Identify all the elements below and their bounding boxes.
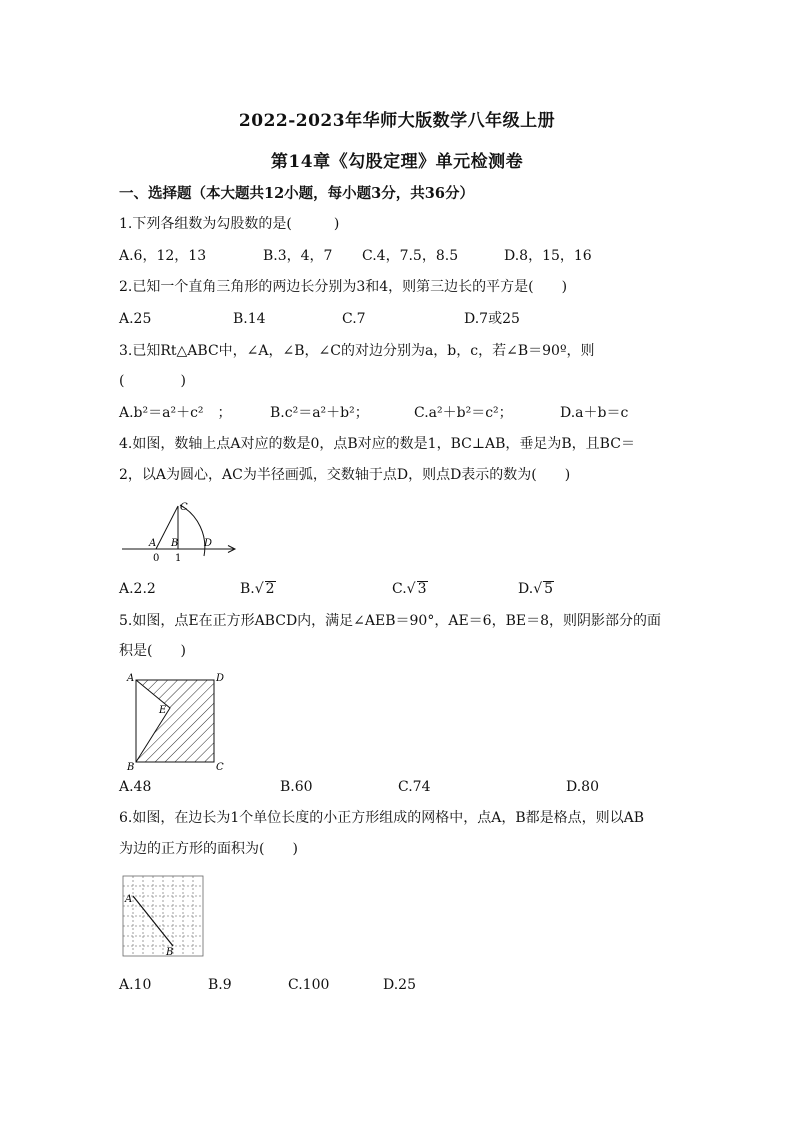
segment-ab <box>133 896 173 946</box>
sqrt-sign: √ <box>254 581 264 597</box>
q3-option-a: A.b²＝a²＋c² ； <box>119 405 232 421</box>
label-b: B <box>166 947 174 958</box>
q2-option-a: A.25 <box>119 311 152 327</box>
label-d: D <box>204 538 213 549</box>
q5-option-d: D.80 <box>566 779 599 795</box>
q4-option-d-radicand: 5 <box>544 581 554 597</box>
q4-option-b-letter: B. <box>240 581 255 597</box>
label-b: B <box>171 538 179 549</box>
question-4-stem: 4.如图，数轴上点A对应的数是0，点B对应的数是1，BC⊥AB，垂足为B，且BC＝ <box>119 436 635 452</box>
square-figure <box>118 670 230 774</box>
grid-figure <box>118 872 204 960</box>
section-heading: 一、选择题（本大题共12小题，每小题3分，共36分） <box>119 185 474 202</box>
question-5-stem-cont: 积是( ) <box>119 643 186 659</box>
q3-option-d: D.a＋b＝c <box>560 405 629 421</box>
q1-option-a: A.6，12，13 <box>119 248 207 264</box>
q5-option-b: B.60 <box>280 779 313 795</box>
label-a: A <box>127 673 135 684</box>
tick-label-1: 1 <box>175 553 182 564</box>
shaded-region <box>136 680 214 762</box>
question-6-stem-cont: 为边的正方形的面积为( ) <box>119 841 298 857</box>
chapter-title: 第14章《勾股定理》单元检测卷 <box>270 152 524 172</box>
q2-option-d: D.7或25 <box>464 311 520 327</box>
q5-option-c: C.74 <box>398 779 431 795</box>
question-1-stem: 1.下列各组数为勾股数的是( ) <box>119 216 340 232</box>
q1-option-d: D.8，15，16 <box>504 248 592 264</box>
sqrt-sign: √ <box>406 581 416 597</box>
q5-option-a: A.48 <box>119 779 152 795</box>
q4-option-c-letter: C. <box>392 581 407 597</box>
grid-lines <box>123 876 203 956</box>
label-b: B <box>127 762 135 773</box>
q2-option-c: C.7 <box>342 311 366 327</box>
question-3-stem-cont: ( ) <box>119 373 186 389</box>
sqrt-sign: √ <box>533 581 543 597</box>
label-c: C <box>216 762 224 773</box>
label-a: A <box>149 538 157 549</box>
q6-option-d: D.25 <box>383 977 416 993</box>
question-4-stem-cont: 2，以A为圆心，AC为半径画弧，交数轴于点D，则点D表示的数为( ) <box>119 467 571 483</box>
label-c: C <box>180 502 188 513</box>
q6-option-b: B.9 <box>208 977 232 993</box>
q3-option-b: B.c²＝a²＋b²； <box>270 405 369 421</box>
q2-option-b: B.14 <box>233 311 266 327</box>
question-5-stem: 5.如图，点E在正方形ABCD内，满足∠AEB＝90°，AE＝6，BE＝8，则阴影部分的面 <box>119 613 661 629</box>
q1-option-b: B.3，4，7 <box>263 248 333 264</box>
q4-option-b <box>240 579 276 599</box>
question-6-stem: 6.如图，在边长为1个单位长度的小正方形组成的网格中，点A，B都是格点，则以AB <box>119 810 645 826</box>
question-2-stem: 2.已知一个直角三角形的两边长分别为3和4，则第三边长的平方是( ) <box>119 279 568 295</box>
q1-option-c: C.4，7.5，8.5 <box>362 248 459 264</box>
q4-option-b-radicand: 2 <box>265 581 275 597</box>
q6-option-c: C.100 <box>288 977 330 993</box>
label-a: A <box>125 894 133 905</box>
label-d: D <box>216 673 225 684</box>
exam-title: 2022-2023年华师大版数学八年级上册 <box>238 111 556 131</box>
q4-option-d-letter: D. <box>518 581 534 597</box>
q4-option-c-radicand: 3 <box>417 581 427 597</box>
q6-option-a: A.10 <box>119 977 152 993</box>
q4-option-d <box>518 579 554 599</box>
number-line-figure <box>118 496 242 564</box>
question-3-stem: 3.已知Rt△ABC中，∠A，∠B，∠C的对边分别为a，b，c，若∠B＝90º，则 <box>119 343 595 359</box>
label-e: E <box>159 705 167 716</box>
tick-label-0: 0 <box>153 553 160 564</box>
q4-option-c <box>392 579 428 599</box>
q4-option-a: A.2.2 <box>119 581 156 597</box>
q3-option-c: C.a²＋b²＝c²； <box>414 405 513 421</box>
